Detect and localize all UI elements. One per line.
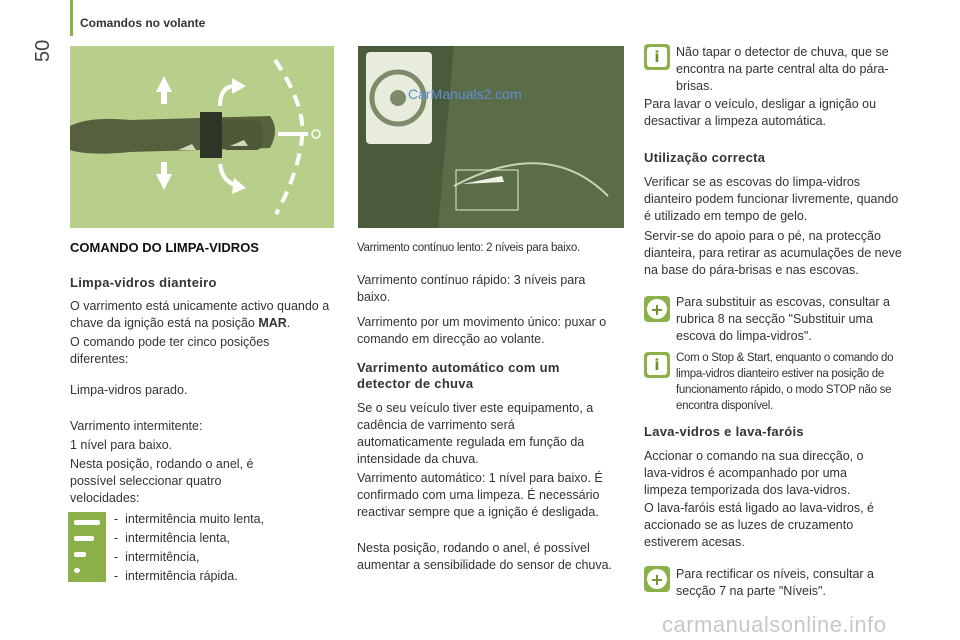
wiper-stalk-drawing	[70, 46, 334, 228]
stop-start-note: Com o Stop & Start, enquanto o comando do limpa-vidros dianteiro estiver na posição de funcionamento rápido, o modo STOP não se encontra disponível.	[676, 352, 894, 412]
auto-mode-paragraph: Varrimento automático: 1 nível para baixo. É confirmado com uma limpeza. É necessário reactivar sempre que a ignição é desligada.	[357, 471, 603, 519]
wiper-stalk-illustration	[70, 46, 334, 228]
footer-watermark: carmanualsonline.info	[662, 612, 887, 637]
car-wash-paragraph: Para lavar o veículo, desligar a ignição ou desactivar a limpeza automática.	[644, 97, 877, 128]
wiper-control-heading: COMANDO DO LIMPA-VIDROS	[70, 240, 259, 255]
info-icon: i	[644, 352, 670, 378]
washer-subheading: Lava-vidros e lava-faróis	[644, 424, 804, 439]
wiper-off-text: Limpa-vidros parado.	[70, 383, 188, 397]
correct-use-subheading: Utilização correcta	[644, 150, 766, 165]
page-number: 50	[32, 39, 54, 62]
info-icon: i	[644, 44, 670, 70]
washer-paragraph: Accionar o comando na sua direcção, o lava-vidros é acompanhado por uma limpeza temporizada dos lava-vidros.	[644, 449, 864, 497]
fast-continuous-text: Varrimento contínuo rápido: 3 níveis para baixo.	[357, 273, 586, 304]
snow-removal-paragraph: Servir-se do apoio para o pé, na protecção dianteira, para retirar as acumulações de neve na base do pára-brisas e nas escovas.	[644, 229, 902, 277]
windscreen-drawing	[358, 46, 624, 228]
list-item: - intermitência lenta,	[114, 531, 231, 545]
plus-icon: +	[644, 296, 670, 322]
intermittent-text: Varrimento intermitente:	[70, 419, 203, 433]
positions-paragraph: O comando pode ter cinco posições diferentes:	[70, 335, 270, 366]
rain-sensor-note: Não tapar o detector de chuva, que se encontra na parte central alta do pára-brisas.	[676, 45, 889, 93]
header-accent-bar	[70, 0, 73, 36]
speed-list	[114, 510, 264, 586]
levels-note: Para rectificar os níveis, consultar a secção 7 na parte "Níveis".	[676, 567, 874, 598]
rain-sensor-paragraph: Se o seu veículo tiver este equipamento, a cadência de varrimento será automaticamente regulada em função da intensidade da chuva.	[357, 401, 594, 466]
list-item: - intermitência,	[114, 550, 200, 564]
list-item: - intermitência muito lenta,	[114, 512, 265, 526]
activation-paragraph: O varrimento está unicamente activo quando a chave da ignição está na posição MAR.	[70, 299, 330, 330]
ring-speeds-paragraph: Nesta posição, rodando o anel, é possível seleccionar quatro velocidades:	[70, 457, 254, 505]
plus-icon: +	[644, 566, 670, 592]
mar-key-position: MAR	[258, 316, 287, 330]
wiper-photo	[358, 46, 624, 228]
blade-replacement-note: Para substituir as escovas, consultar a rubrica 8 na secção "Substituir uma escova do limpa-vidros".	[676, 295, 890, 343]
front-wiper-subheading: Limpa-vidros dianteiro	[70, 275, 217, 290]
image-watermark: CarManuals2.com	[408, 86, 522, 102]
frost-check-paragraph: Verificar se as escovas do limpa-vidros dianteiro podem funcionar livremente, quando é utilizado em tempo de gelo.	[644, 175, 899, 223]
list-item: - intermitência rápida.	[114, 569, 238, 583]
sensitivity-paragraph: Nesta posição, rodando o anel, é possível aumentar a sensibilidade do sensor de chuva.	[357, 541, 613, 572]
single-sweep-text: Varrimento por um movimento único: puxar o comando em direcção ao volante.	[357, 315, 607, 346]
section-title: Comandos no volante	[80, 16, 206, 30]
headlamp-washer-paragraph: O lava-faróis está ligado ao lava-vidros, é accionado se as luzes de cruzamento estiverem acesas.	[644, 501, 874, 549]
image-caption: Varrimento contínuo lento: 2 níveis para baixo.	[357, 242, 580, 254]
speed-levels-icon	[68, 512, 106, 582]
auto-wiping-subheading: Varrimento automático com um detector de chuva	[357, 360, 560, 391]
intermittent-level-text: 1 nível para baixo.	[70, 438, 173, 452]
